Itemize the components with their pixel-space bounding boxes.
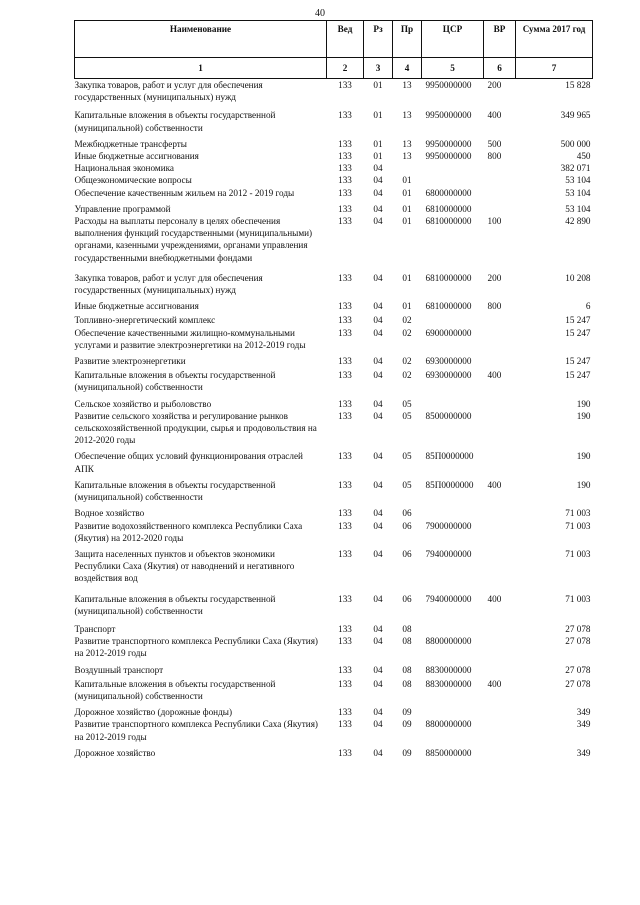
page-number: 40 (315, 8, 325, 19)
row-vr: 400 (487, 110, 502, 121)
row-rz: 04 (373, 678, 383, 689)
row-sum: 71 003 (565, 520, 591, 531)
header-rz: Рз (364, 21, 393, 58)
row-name: Дорожное хозяйство (74, 747, 156, 758)
row-sum: 71 003 (565, 548, 591, 559)
row-ved: 133 (338, 398, 352, 409)
table-row (75, 585, 593, 617)
row-rz: 04 (373, 479, 383, 490)
row-name: Капитальные вложения в объекты государственной (муниципальной) собственности (74, 479, 276, 503)
row-vr (484, 410, 516, 447)
table-row (75, 174, 593, 186)
row-sum: 190 (576, 398, 591, 409)
row-sum: 190 (576, 479, 591, 490)
row-sum: 71 003 (565, 593, 591, 604)
row-sum: 349 965 (560, 110, 591, 121)
row-csr: 8500000000 (425, 410, 472, 421)
row-name: Дорожное хозяйство (дорожные фонды) (74, 707, 233, 718)
row-sum: 53 104 (565, 175, 591, 186)
row-rz: 04 (373, 707, 383, 718)
row-rz: 01 (373, 138, 383, 149)
row-name: Расходы на выплаты персоналу в целях обеспечения выполнения функций государственными (муниципальными) органами, казенными учреждениями, органами управления государственными внебюджетными фондами (74, 216, 313, 263)
row-ved: 133 (338, 356, 352, 367)
row-pr: 01 (402, 216, 412, 227)
row-ved: 133 (338, 216, 352, 227)
row-ved: 133 (338, 80, 352, 90)
row-ved: 133 (338, 719, 352, 730)
row-ved: 133 (338, 747, 352, 758)
row-name: Воздушный транспорт (74, 664, 164, 675)
row-csr: 7940000000 (425, 548, 472, 559)
table-row (75, 296, 593, 312)
row-name: Обеспечение качественными жилищно-коммунальными услугами и развитие электроэнергетики на 2012-2019 годы (74, 327, 306, 350)
row-name: Национальная экономика (74, 163, 175, 174)
row-vr: 400 (487, 678, 502, 689)
row-name: Капитальные вложения в объекты государственной (муниципальной) собственности (74, 678, 276, 701)
row-rz: 04 (373, 410, 383, 421)
row-vr: 800 (487, 301, 502, 312)
row-pr: 06 (402, 508, 412, 519)
row-pr: 05 (402, 479, 412, 490)
row-vr (484, 187, 516, 199)
row-rz: 04 (373, 508, 383, 519)
row-pr (393, 162, 422, 174)
row-vr (484, 520, 516, 544)
header-ved: Вед (327, 21, 364, 58)
row-csr: 6800000000 (425, 187, 472, 198)
row-sum: 42 890 (565, 216, 591, 227)
row-rz: 04 (373, 370, 383, 381)
row-vr (484, 544, 516, 585)
row-sum: 349 (576, 747, 591, 758)
row-rz: 04 (373, 398, 383, 409)
row-name: Капитальные вложения в объекты государственной (муниципальной) собственности (74, 593, 276, 616)
row-sum: 27 078 (565, 678, 591, 689)
table-row (75, 660, 593, 676)
row-sum: 27 078 (565, 623, 591, 634)
column-number-row (75, 58, 593, 79)
row-ved: 133 (338, 272, 352, 283)
row-rz: 04 (373, 187, 383, 198)
row-ved: 133 (338, 678, 352, 689)
row-csr (422, 312, 484, 326)
row-pr: 08 (402, 636, 412, 647)
row-ved: 133 (338, 479, 352, 490)
column-number: 2 (327, 58, 364, 79)
row-rz: 04 (373, 636, 383, 647)
row-ved: 133 (338, 623, 352, 634)
row-vr: 400 (487, 593, 502, 604)
table-body (75, 79, 593, 759)
row-ved: 133 (338, 110, 352, 121)
row-rz: 04 (373, 301, 383, 312)
table-row (75, 410, 593, 447)
row-pr: 08 (402, 664, 412, 675)
row-ved: 133 (338, 664, 352, 675)
column-number: 5 (422, 58, 484, 79)
row-ved: 133 (338, 508, 352, 519)
row-csr: 8800000000 (425, 719, 472, 730)
row-csr (422, 162, 484, 174)
row-sum: 6 (585, 301, 591, 312)
row-vr (484, 617, 516, 635)
row-pr: 01 (402, 272, 412, 283)
table-row (75, 676, 593, 702)
row-csr: 85П0000000 (425, 479, 474, 490)
row-ved: 133 (338, 410, 352, 421)
row-csr: 8830000000 (425, 678, 472, 689)
row-vr (484, 327, 516, 351)
row-vr (484, 702, 516, 718)
row-name: Развитие электроэнергетики (74, 356, 186, 367)
row-ved: 133 (338, 301, 352, 312)
table-row (75, 134, 593, 150)
row-sum: 349 (576, 719, 591, 730)
row-sum: 15 247 (565, 370, 591, 381)
row-pr: 09 (402, 707, 412, 718)
row-csr: 8850000000 (425, 747, 472, 758)
row-ved: 133 (338, 451, 352, 462)
row-sum: 27 078 (565, 636, 591, 647)
header-name: Наименование (75, 21, 327, 58)
row-rz: 04 (373, 548, 383, 559)
row-pr: 06 (402, 520, 412, 531)
row-ved: 133 (338, 163, 352, 174)
row-sum: 15 247 (565, 327, 591, 338)
row-name: Обеспечение качественным жильем на 2012 - 2019 годы (74, 187, 295, 198)
table-row (75, 79, 593, 104)
row-rz: 04 (373, 520, 383, 531)
header-pr: Пр (393, 21, 422, 58)
row-pr: 09 (402, 719, 412, 730)
row-name: Развитие сельского хозяйства и регулирование рынков сельскохозяйственной продукции, сырья и продовольствия на 2012-2020 годы (74, 410, 317, 446)
row-pr: 13 (402, 151, 412, 162)
row-vr (484, 446, 516, 474)
row-ved: 133 (338, 707, 352, 718)
table-row (75, 520, 593, 544)
row-name: Управление программой (74, 203, 171, 214)
row-ved: 133 (338, 203, 352, 214)
row-sum: 349 (576, 707, 591, 718)
row-pr: 02 (402, 315, 412, 326)
row-name: Обеспечение общих условий функционирования отраслей АПК (74, 451, 303, 474)
row-csr: 9950000000 (425, 110, 472, 121)
row-pr: 02 (402, 356, 412, 367)
row-vr: 400 (487, 370, 502, 381)
row-vr: 400 (487, 479, 502, 490)
row-pr: 08 (402, 678, 412, 689)
row-pr: 06 (402, 548, 412, 559)
row-rz: 04 (373, 272, 383, 283)
row-sum: 53 104 (565, 203, 591, 214)
row-csr (422, 174, 484, 186)
row-csr: 6810000000 (425, 272, 472, 283)
row-pr: 08 (402, 623, 412, 634)
column-number: 3 (364, 58, 393, 79)
row-name: Развитие водохозяйственного комплекса Республики Саха (Якутия) на 2012-2020 годы (74, 520, 303, 543)
row-vr (484, 635, 516, 659)
row-csr: 7900000000 (425, 520, 472, 531)
row-name: Развитие транспортного комплекса Республики Саха (Якутия) на 2012-2019 годы (74, 719, 318, 742)
row-name: Топливно-энергетический комплекс (74, 315, 216, 326)
row-rz: 01 (373, 110, 383, 121)
row-rz: 04 (373, 356, 383, 367)
row-ved: 133 (338, 187, 352, 198)
row-pr: 01 (402, 203, 412, 214)
row-rz: 04 (373, 664, 383, 675)
row-pr: 02 (402, 370, 412, 381)
table-row (75, 264, 593, 296)
row-name: Развитие транспортного комплекса Республики Саха (Якутия) на 2012-2019 годы (74, 636, 318, 659)
row-csr: 6930000000 (425, 370, 472, 381)
row-sum: 10 208 (565, 272, 591, 283)
header-row (75, 21, 593, 58)
row-csr: 9950000000 (425, 151, 472, 162)
row-rz: 04 (373, 451, 383, 462)
row-name: Сельское хозяйство и рыболовство (74, 398, 212, 409)
table-row (75, 503, 593, 519)
row-csr (422, 503, 484, 519)
row-ved: 133 (338, 315, 352, 326)
row-rz: 04 (373, 623, 383, 634)
row-rz: 04 (373, 593, 383, 604)
row-vr (484, 503, 516, 519)
row-pr: 05 (402, 451, 412, 462)
table-row (75, 617, 593, 635)
row-rz: 04 (373, 216, 383, 227)
column-number: 7 (516, 58, 593, 79)
row-rz: 04 (373, 315, 383, 326)
row-ved: 133 (338, 151, 352, 162)
row-rz: 01 (373, 151, 383, 162)
row-csr: 6810000000 (425, 216, 472, 227)
row-csr: 6900000000 (425, 327, 472, 338)
row-csr: 85П0000000 (425, 451, 474, 462)
row-ved: 133 (338, 520, 352, 531)
row-name: Иные бюджетные ассигнования (74, 151, 199, 162)
header-sum: Сумма 2017 год (516, 21, 593, 58)
row-pr: 02 (402, 327, 412, 338)
row-vr: 200 (487, 272, 502, 283)
column-number: 1 (75, 58, 327, 79)
row-name: Водное хозяйство (74, 508, 145, 519)
row-vr: 100 (487, 216, 502, 227)
row-vr (484, 162, 516, 174)
row-name: Иные бюджетные ассигнования (74, 301, 199, 312)
row-name: Транспорт (74, 623, 116, 634)
row-vr (484, 312, 516, 326)
row-csr: 8830000000 (425, 664, 472, 675)
row-vr (484, 174, 516, 186)
row-ved: 133 (338, 548, 352, 559)
row-pr: 01 (402, 187, 412, 198)
row-pr: 05 (402, 398, 412, 409)
row-sum: 500 000 (560, 138, 591, 149)
row-csr: 6930000000 (425, 356, 472, 367)
header-csr: ЦСР (422, 21, 484, 58)
table-row (75, 351, 593, 367)
row-vr (484, 394, 516, 410)
row-ved: 133 (338, 636, 352, 647)
table-row (75, 367, 593, 393)
column-number: 6 (484, 58, 516, 79)
table-row (75, 718, 593, 742)
row-pr: 01 (402, 301, 412, 312)
row-sum: 190 (576, 451, 591, 462)
table-row (75, 215, 593, 264)
row-vr: 500 (487, 138, 502, 149)
table-row (75, 162, 593, 174)
row-vr: 200 (487, 80, 502, 90)
row-csr: 9950000000 (425, 80, 472, 90)
table-row (75, 475, 593, 503)
row-sum: 450 (576, 151, 591, 162)
row-name: Межбюджетные трансферты (74, 138, 187, 149)
row-csr (422, 617, 484, 635)
row-pr: 05 (402, 410, 412, 421)
row-name: Закупка товаров, работ и услуг для обеспечения государственных (муниципальных) нужд (74, 272, 263, 296)
row-name: Капитальные вложения в объекты государственной (муниципальной) собственности (74, 370, 276, 393)
row-csr (422, 394, 484, 410)
table-row (75, 103, 593, 133)
row-pr: 01 (402, 175, 412, 186)
row-csr: 9950000000 (425, 138, 472, 149)
row-pr: 13 (402, 110, 412, 121)
row-sum: 71 003 (565, 508, 591, 519)
table-row (75, 394, 593, 410)
row-pr: 13 (402, 138, 412, 149)
row-name: Закупка товаров, работ и услуг для обеспечения государственных (муниципальных) нужд (74, 80, 263, 103)
row-sum: 53 104 (565, 187, 591, 198)
row-csr: 8800000000 (425, 636, 472, 647)
row-pr: 06 (402, 593, 412, 604)
table-row (75, 199, 593, 215)
row-sum: 190 (576, 410, 591, 421)
table-row (75, 743, 593, 759)
budget-table (74, 20, 593, 759)
row-sum: 382 071 (560, 163, 591, 174)
row-name: Общеэкономические вопросы (74, 175, 192, 186)
row-csr (422, 702, 484, 718)
column-number: 4 (393, 58, 422, 79)
row-csr: 6810000000 (425, 203, 472, 214)
row-csr: 7940000000 (425, 593, 472, 604)
row-vr: 800 (487, 151, 502, 162)
row-sum: 15 828 (565, 80, 591, 90)
row-ved: 133 (338, 593, 352, 604)
row-vr (484, 351, 516, 367)
row-name: Капитальные вложения в объекты государственной (муниципальной) собственности (74, 110, 276, 133)
row-name: Защита населенных пунктов и объектов экономики Республики Саха (Якутия) от наводнений и негативного воздействия вод (74, 548, 295, 584)
row-sum: 27 078 (565, 664, 591, 675)
row-rz: 04 (373, 327, 383, 338)
row-rz: 01 (373, 80, 383, 90)
row-ved: 133 (338, 370, 352, 381)
row-ved: 133 (338, 138, 352, 149)
row-vr (484, 743, 516, 759)
row-sum: 15 247 (565, 356, 591, 367)
row-ved: 133 (338, 327, 352, 338)
row-vr (484, 660, 516, 676)
row-vr (484, 718, 516, 742)
row-pr: 13 (402, 80, 412, 90)
row-ved: 133 (338, 175, 352, 186)
table-row (75, 635, 593, 659)
table-row (75, 446, 593, 474)
table-row (75, 544, 593, 585)
row-sum: 15 247 (565, 315, 591, 326)
header-vr: ВР (484, 21, 516, 58)
row-rz: 04 (373, 175, 383, 186)
table-row (75, 327, 593, 351)
table-row (75, 312, 593, 326)
table-row (75, 702, 593, 718)
row-pr: 09 (402, 747, 412, 758)
row-rz: 04 (373, 203, 383, 214)
row-csr: 6810000000 (425, 301, 472, 312)
table-row (75, 187, 593, 199)
row-rz: 04 (373, 747, 383, 758)
row-vr (484, 199, 516, 215)
table-row (75, 150, 593, 162)
row-rz: 04 (373, 163, 383, 174)
row-rz: 04 (373, 719, 383, 730)
